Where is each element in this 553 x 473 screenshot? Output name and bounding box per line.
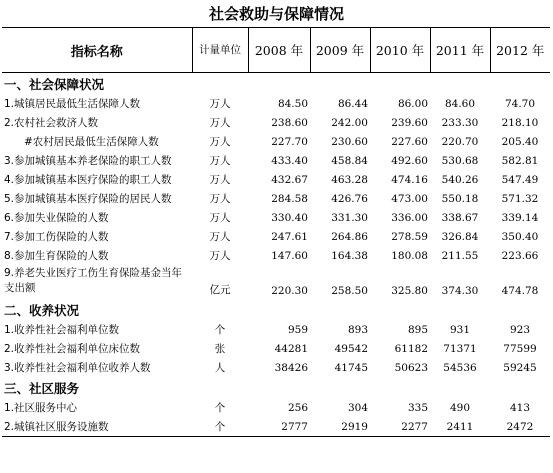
table-row <box>2 94 550 113</box>
cell-value: 2777 <box>248 417 310 437</box>
table-row <box>2 227 550 246</box>
cell-value: 474.78 <box>501 285 539 297</box>
cell-value: 256 <box>287 401 308 414</box>
section-heading-row <box>2 299 550 320</box>
table-row <box>2 151 550 170</box>
cell-value: 164.38 <box>331 249 368 262</box>
row-name: 9.养老失业医疗工伤生育保险基金当年支出额 <box>4 267 183 294</box>
cell-value: 325.80 <box>391 285 428 297</box>
cell-value: 413 <box>509 401 531 414</box>
cell-value: 233.30 <box>441 116 479 129</box>
cell-value: 74.70 <box>504 97 536 110</box>
cell-value: 931 <box>449 323 471 336</box>
row-unit: 个 <box>214 324 226 336</box>
cell-value: 432.67 <box>271 173 308 186</box>
row-name: 8.参加生育保险的人数 <box>4 250 109 262</box>
row-name: 5.参加城镇基本医疗保险的居民人数 <box>4 193 172 205</box>
cell-value: 86.44 <box>337 97 368 110</box>
cell-value: 205.40 <box>501 135 539 148</box>
table-row <box>2 246 550 265</box>
cell-value: 2919 <box>310 417 370 437</box>
section-heading-row <box>2 377 550 398</box>
row-unit: 万人 <box>209 98 231 110</box>
row-unit: 万人 <box>209 117 231 129</box>
year-header: 2008 年 <box>248 28 310 73</box>
row-unit: 万人 <box>209 155 231 167</box>
cell-value: 230.60 <box>331 135 368 148</box>
cell-value: 41745 <box>334 361 368 374</box>
cell-value: 350.40 <box>501 230 539 243</box>
year-header: 2009 年 <box>310 28 370 73</box>
table-row <box>2 339 550 358</box>
cell-value: 490 <box>449 401 471 414</box>
cell-value: 247.61 <box>271 230 308 243</box>
section-heading-row <box>2 73 550 95</box>
cell-value: 239.60 <box>391 116 428 129</box>
cell-value: 2411 <box>430 417 490 437</box>
row-name: 6.参加失业保险的人数 <box>4 212 109 224</box>
cell-value: 50623 <box>394 361 428 374</box>
cell-value: 278.59 <box>391 230 428 243</box>
cell-value: 38426 <box>274 361 308 374</box>
cell-value: 335 <box>407 401 428 414</box>
row-unit: 万人 <box>209 193 231 205</box>
table-row <box>2 417 550 437</box>
cell-value: 284.58 <box>271 192 308 205</box>
cell-value: 2472 <box>490 417 550 437</box>
table-row <box>2 132 550 151</box>
row-name: 2.农村社会救济人数 <box>4 117 99 129</box>
cell-value: 458.84 <box>331 154 368 167</box>
cell-value: 339.14 <box>501 211 539 224</box>
row-unit: 个 <box>214 402 226 414</box>
year-header: 2012 年 <box>490 28 550 73</box>
cell-value: 547.49 <box>501 173 539 186</box>
row-unit: 万人 <box>209 136 231 148</box>
table-row <box>2 170 550 189</box>
row-name: 1.收养性社会福利单位数 <box>4 324 120 336</box>
cell-value: 49542 <box>334 342 368 355</box>
cell-value: 433.40 <box>271 154 308 167</box>
row-name: 3.参加城镇基本养老保险的职工人数 <box>4 155 172 167</box>
cell-value: 336.00 <box>391 211 428 224</box>
cell-value: 463.28 <box>331 173 368 186</box>
cell-value: 923 <box>509 323 531 336</box>
cell-value: 227.70 <box>271 135 308 148</box>
cell-value: 374.30 <box>441 285 479 297</box>
row-name: 7.参加工伤保险的人数 <box>4 231 109 243</box>
cell-value: 304 <box>347 401 368 414</box>
row-unit: 人 <box>214 362 226 374</box>
cell-value: 474.16 <box>391 173 428 186</box>
cell-value: 331.30 <box>331 211 368 224</box>
cell-value: 147.60 <box>271 249 308 262</box>
cell-value: 242.00 <box>331 116 368 129</box>
row-unit: 张 <box>214 343 226 355</box>
row-unit: 万人 <box>209 250 231 262</box>
cell-value: 44281 <box>274 342 308 355</box>
row-unit: 万人 <box>209 212 231 224</box>
cell-value: 220.70 <box>441 135 479 148</box>
cell-value: 264.86 <box>331 230 368 243</box>
section-title: 二、收养状况 <box>4 302 80 318</box>
cell-value: 550.18 <box>441 192 479 205</box>
table-row <box>2 265 550 299</box>
cell-value: 330.40 <box>271 211 308 224</box>
cell-value: 473.00 <box>391 192 428 205</box>
cell-value: 223.66 <box>501 249 539 262</box>
cell-value: 220.30 <box>271 285 308 297</box>
cell-value: 77599 <box>503 342 537 355</box>
year-header: 2011 年 <box>430 28 490 73</box>
cell-value: 893 <box>347 323 368 336</box>
cell-value: 326.84 <box>441 230 479 243</box>
row-unit: 个 <box>192 417 248 437</box>
cell-value: 180.08 <box>391 249 428 262</box>
row-name: 2.收养性社会福利单位床位数 <box>4 343 141 355</box>
cell-value: 540.26 <box>441 173 479 186</box>
cell-value: 959 <box>287 323 308 336</box>
cell-value: 218.10 <box>501 116 539 129</box>
cell-value: 582.81 <box>501 154 539 167</box>
table-row <box>2 189 550 208</box>
cell-value: 492.60 <box>391 154 428 167</box>
cell-value: 71371 <box>443 342 477 355</box>
cell-value: 338.67 <box>441 211 479 224</box>
cell-value: 530.68 <box>441 154 479 167</box>
row-unit: 万人 <box>209 174 231 186</box>
statistics-table <box>2 27 550 437</box>
row-unit: 亿元 <box>209 284 231 296</box>
cell-value: 426.76 <box>331 192 368 205</box>
cell-value: 61182 <box>394 342 428 355</box>
year-header: 2010 年 <box>370 28 430 73</box>
unit-header: 计量单位 <box>192 28 248 73</box>
section-title: 三、社区服务 <box>4 380 80 396</box>
cell-value: 258.50 <box>331 285 368 297</box>
cell-value: 895 <box>407 323 428 336</box>
row-unit: 万人 <box>209 231 231 243</box>
cell-value: 227.60 <box>391 135 428 148</box>
cell-value: 59245 <box>503 361 537 374</box>
table-row <box>2 208 550 227</box>
row-name: 1.城镇居民最低生活保障人数 <box>4 98 141 110</box>
row-name: 1.社区服务中心 <box>4 402 78 414</box>
cell-value: 54536 <box>443 361 477 374</box>
cell-value: 86.00 <box>397 97 428 110</box>
cell-value: 211.55 <box>441 249 479 262</box>
cell-value: 84.50 <box>277 97 308 110</box>
section-title: 一、社会保障状况 <box>4 76 105 92</box>
cell-value: 84.60 <box>444 97 476 110</box>
cell-value: 238.60 <box>271 116 308 129</box>
table-row <box>2 113 550 132</box>
row-name: 2.城镇社区服务设施数 <box>2 417 192 437</box>
cell-value: 2277 <box>370 417 430 437</box>
row-name: 3.收养性社会福利单位收养人数 <box>4 362 151 374</box>
cell-value: 571.32 <box>501 192 539 205</box>
table-row <box>2 320 550 339</box>
table-row <box>2 398 550 417</box>
indicator-header: 指标名称 <box>2 28 192 73</box>
row-name: 4.参加城镇基本医疗保险的职工人数 <box>4 174 172 186</box>
table-header-row <box>2 28 550 73</box>
page-title: 社会救助与保障情况 <box>208 5 344 23</box>
table-row <box>2 358 550 377</box>
row-name: #农村居民最低生活保障人数 <box>24 136 159 148</box>
